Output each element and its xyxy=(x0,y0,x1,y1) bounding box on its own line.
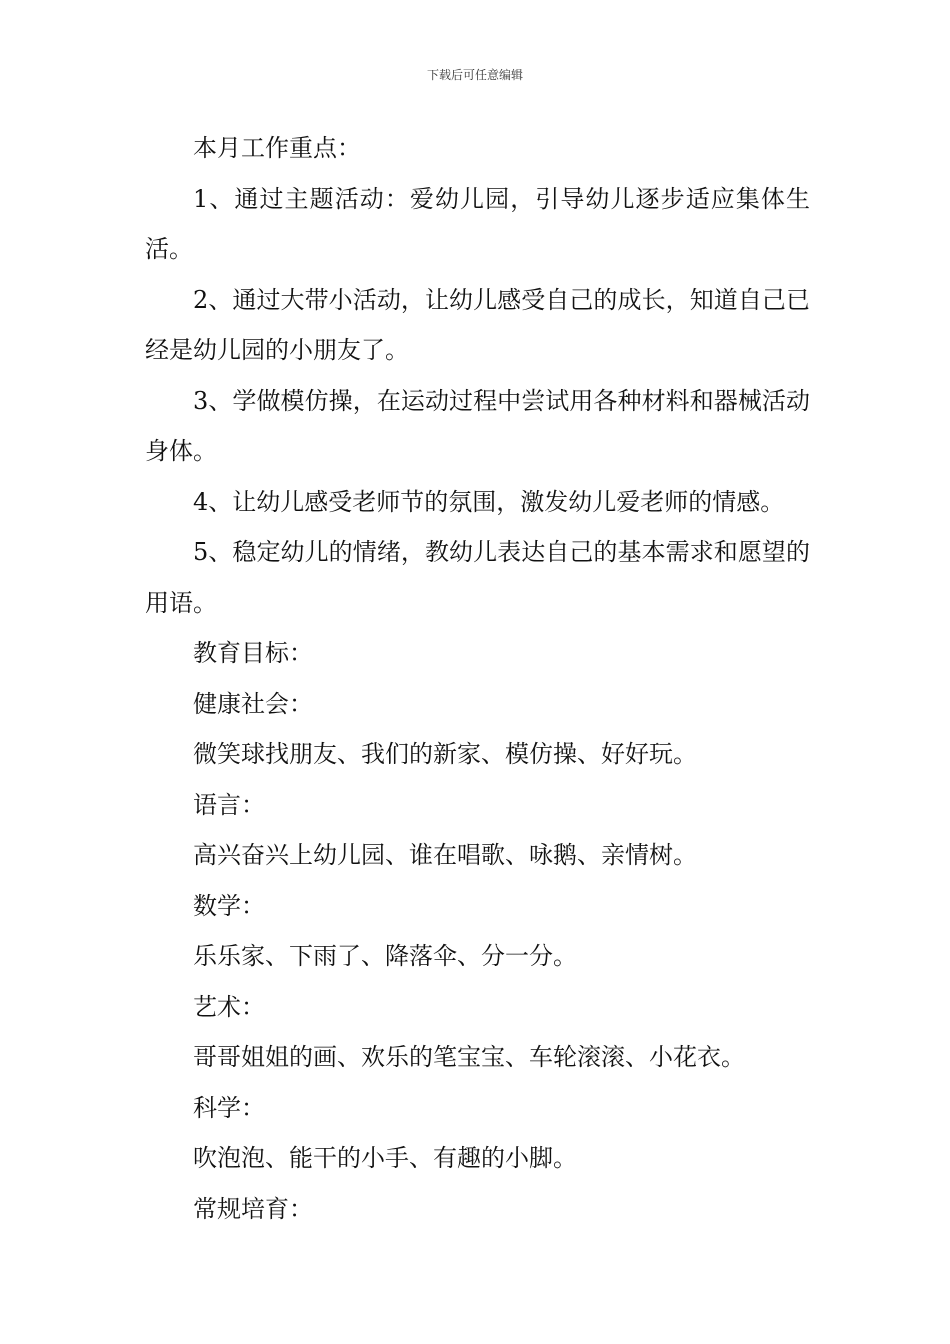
subject-content-health-society: 微笑球找朋友、我们的新家、模仿操、好好玩。 xyxy=(193,740,697,768)
document-body xyxy=(145,123,810,1234)
subject-heading-science: 科学： xyxy=(193,1093,265,1122)
subject-heading-health-society: 健康社会： xyxy=(193,689,313,718)
subject-heading-language: 语言： xyxy=(193,790,265,819)
focus-item-1: 1、通过主题活动：爱幼儿园，引导幼儿逐步适应集体生活。 xyxy=(145,184,810,263)
subject-heading-math: 数学： xyxy=(193,891,265,920)
focus-item-4: 4、让幼儿感受老师节的氛围，激发幼儿爱老师的情感。 xyxy=(193,487,785,516)
subject-heading-art: 艺术： xyxy=(193,992,265,1021)
section-heading-education-goals: 教育目标： xyxy=(193,639,313,667)
section-heading-routine-training: 常规培育： xyxy=(193,1194,313,1223)
focus-item-2: 2、通过大带小活动，让幼儿感受自己的成长，知道自己已经是幼儿园的小朋友了。 xyxy=(145,285,810,364)
focus-item-3: 3、学做模仿操，在运动过程中尝试用各种材料和器械活动身体。 xyxy=(145,386,810,465)
subject-content-math: 乐乐家、下雨了、降落伞、分一分。 xyxy=(193,942,577,970)
section-heading-monthly-focus: 本月工作重点： xyxy=(193,134,361,162)
subject-content-language: 高兴奋兴上幼儿园、谁在唱歌、咏鹅、亲情树。 xyxy=(193,841,697,869)
focus-item-5: 5、稳定幼儿的情绪，教幼儿表达自己的基本需求和愿望的用语。 xyxy=(145,538,810,617)
subject-content-science: 吹泡泡、能干的小手、有趣的小脚。 xyxy=(193,1144,577,1172)
page-header-note: 下载后可任意编辑 xyxy=(426,68,523,82)
subject-content-art: 哥哥姐姐的画、欢乐的笔宝宝、车轮滚滚、小花衣。 xyxy=(193,1043,745,1071)
